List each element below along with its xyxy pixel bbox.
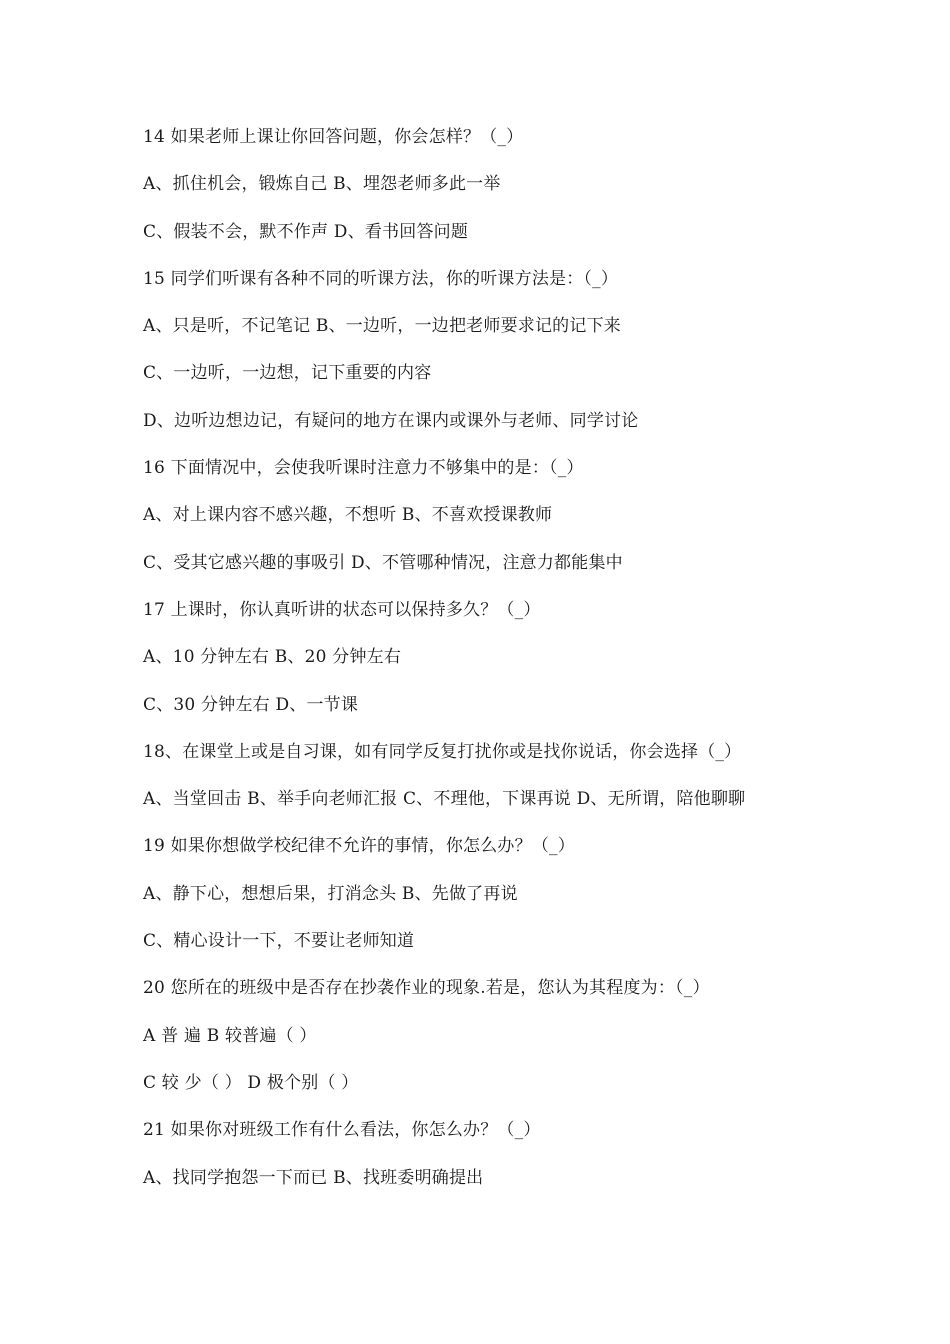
question-17: 17 上课时，你认真听讲的状态可以保持多久？（_） (143, 599, 541, 620)
question-14: 14 如果老师上课让你回答问题，你会怎样？（_） (143, 127, 524, 147)
question-21-options-ab: A、找同学抱怨一下而已 B、找班委明确提出 (143, 1167, 484, 1188)
question-16: 16 下面情况中，会使我听课时注意力不够集中的是：（_） (143, 458, 584, 479)
question-20: 20 您所在的班级中是否存在抄袭作业的现象.若是，您认为其程度为：（_） (143, 978, 710, 999)
question-15-option-c: C、一边听，一边想，记下重要的内容 (143, 363, 432, 384)
question-20-options-ab: A 普 遍 B 较普遍（ ） (143, 1025, 317, 1046)
question-16-options-ab: A、对上课内容不感兴趣，不想听 B、不喜欢授课教师 (143, 505, 553, 526)
question-21: 21 如果你对班级工作有什么看法，你怎么办？（_） (143, 1120, 541, 1141)
question-17-options-cd: C、30 分钟左右 D、一节课 (143, 694, 359, 715)
question-17-options-ab: A、10 分钟左右 B、20 分钟左右 (143, 647, 402, 668)
question-19-option-c: C、精心设计一下，不要让老师知道 (143, 931, 415, 952)
question-20-options-cd: C 较 少（ ） D 极个别（ ） (143, 1072, 359, 1093)
question-16-options-cd: C、受其它感兴趣的事吸引 D、不管哪种情况，注意力都能集中 (143, 552, 623, 573)
question-15: 15 同学们听课有各种不同的听课方法，你的听课方法是：（_） (143, 268, 619, 289)
question-19: 19 如果你想做学校纪律不允许的事情，你怎么办？（_） (143, 836, 575, 857)
question-19-options-ab: A、静下心，想想后果，打消念头 B、先做了再说 (143, 883, 518, 904)
question-18-options: A、当堂回击 B、举手向老师汇报 C、不理他，下课再说 D、无所谓，陪他聊聊 (143, 789, 746, 810)
question-15-option-d: D、边听边想边记，有疑问的地方在课内或课外与老师、同学讨论 (143, 410, 639, 431)
question-15-options-ab: A、只是听，不记笔记 B、一边听，一边把老师要求记的记下来 (143, 316, 621, 337)
questionnaire-text (143, 120, 843, 1208)
question-14-options-ab: A、抓住机会，锻炼自己 B、埋怨老师多此一举 (143, 174, 501, 195)
question-18: 18、在课堂上或是自习课，如有同学反复打扰你或是找你说话，你会选择（_） (143, 741, 742, 762)
question-14-options-cd: C、假装不会，默不作声 D、看书回答问题 (143, 221, 469, 242)
